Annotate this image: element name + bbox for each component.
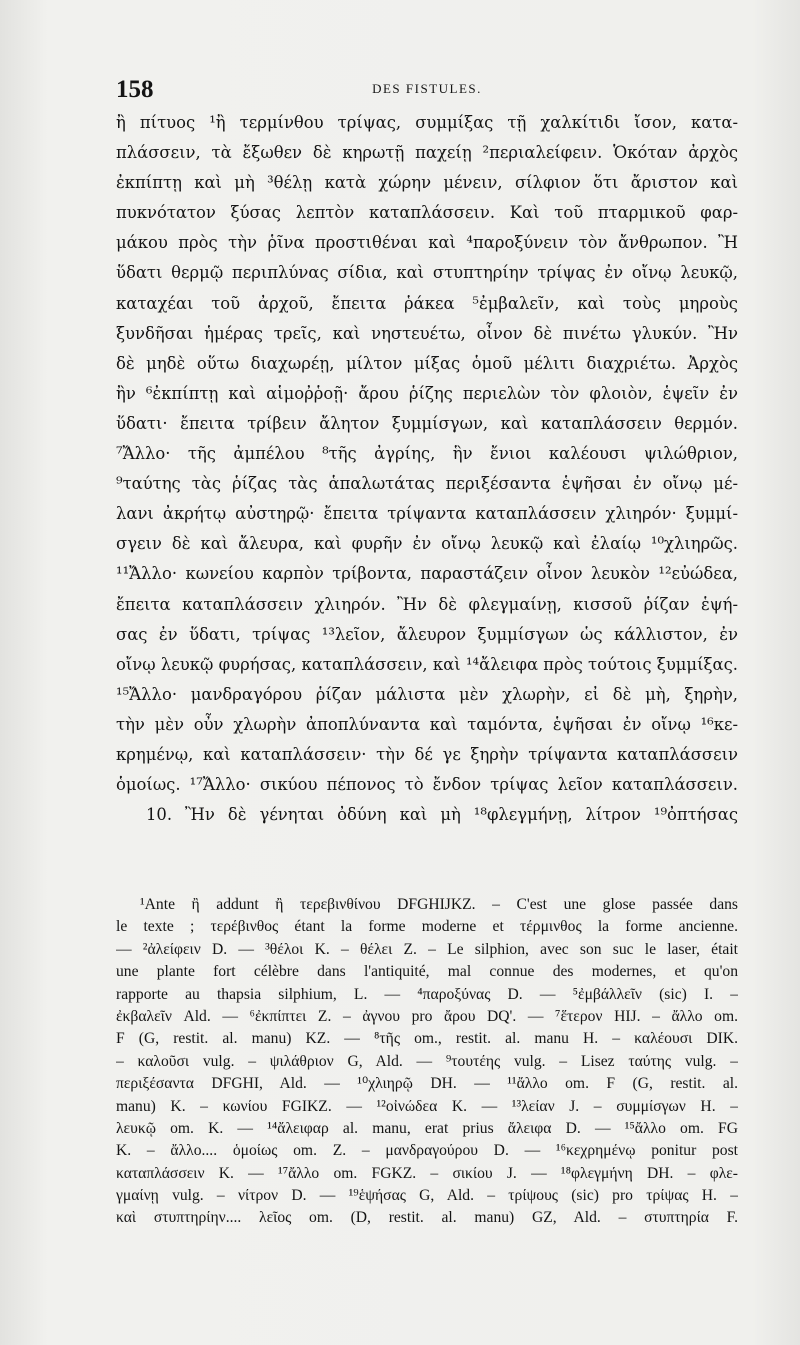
text-line: ⁷Ἄλλο· τῆς ἀμπέλου ⁸τῆς ἀγρίης, ἣν ἔνιοι καλέουσι ψιλώθριον, xyxy=(116,444,738,464)
footnote-line: — ²ἀλείφειν D. — ³θέλοι K. – θέλει Z. – Le silphion, avec son suc le laser, était xyxy=(116,940,738,958)
text-line: ὕδατι· ἔπειτα τρίβειν ἄλητον ξυμμίσγων, καὶ καταπλάσσειν θερμόν. xyxy=(116,413,738,433)
text-line: ἢ πίτυος ¹ἢ τερμίνθου τρίψας, συμμίξας τῇ χαλκίτιδι ἴσον, κατα- xyxy=(116,113,738,132)
footnote-line: γμαίνῃ vulg. – νίτρον D. — ¹⁹ἑψήσας G, Ald. – τρίψους (sic) pro τρίψας H. – xyxy=(116,1187,738,1205)
footnote-line: manu) K. – κωνίου FGIKZ. — ¹²οἰνώδεα K. — ¹³λείαν J. – συμμίσγων H. – xyxy=(116,1097,738,1115)
text-line: ὁμοίως. ¹⁷Ἄλλο· σικύου πέπονος τὸ ἔνδον τρίψας λεῖον καταπλάσσειν. xyxy=(116,775,738,795)
text-line: τὴν μὲν οὖν χλωρὴν ἀποπλύναντα καὶ ταμόντα, ἑψῆσαι ἐν οἴνῳ ¹⁶κε- xyxy=(116,714,738,734)
footnote-line: le texte ; τερέβινθος étant la forme moderne et τέρμινθος la forme ancienne. xyxy=(116,918,738,936)
text-line: μάκου πρὸς τὴν ῥῖνα προστιθέναι καὶ ⁴παροξύνειν τὸν ἄνθρωπον. Ἢ xyxy=(116,233,738,253)
footnote-line: περιξέσαντα DFGHI, Ald. — ¹⁰χλιηρῷ DH. — ¹¹ἄλλο om. F (G, restit. al. xyxy=(116,1075,738,1093)
footnote-line: ¹Ante ἢ addunt ἢ τερεβινθίνου DFGHIJKZ. – C'est une glose passée dans xyxy=(140,896,738,913)
text-line: δὲ μηδὲ οὕτω διαχωρέῃ, μίλτον μίξας ὁμοῦ μέλιτι διαχριέτω. Ἀρχὸς xyxy=(116,353,738,373)
main-text xyxy=(116,108,738,830)
text-line: ὕδατι θερμῷ περιπλύνας σίδια, καὶ στυπτηρίην τρίψας ἐν οἴνῳ λευκῷ, xyxy=(116,263,738,283)
text-line: πλάσσειν, τὰ ἔξωθεν δὲ κηρωτῇ παχείῃ ²περιαλείφειν. Ὁκόταν ἀρχὸς xyxy=(116,143,738,163)
footnote-line: rapporte au thapsia silphium, L. — ⁴παροξύνας D. — ⁵ἐμβάλλεῖν (sic) I. – xyxy=(116,985,738,1003)
section-10-line: 10. Ἢν δὲ γένηται ὀδύνη καὶ μὴ ¹⁸φλεγμήνῃ, λίτρον ¹⁹ὀπτήσας xyxy=(146,805,738,825)
text-line: λανι ἀκρήτῳ αὐστηρῷ· ἔπειτα τρίψαντα καταπλάσσειν χλιηρόν· ξυμμί- xyxy=(116,504,738,524)
text-line: ξυνδῆσαι ἡμέρας τρεῖς, καὶ νηστευέτω, οἶνον δὲ πινέτω γλυκύν. Ἢν xyxy=(116,323,738,343)
running-head: DES FISTULES. xyxy=(372,81,482,96)
text-line: ἢν ⁶ἐκπίπτῃ καὶ αἱμοῤῥοῇ· ἄρου ῥίζης περιελὼν τὸν φλοιὸν, ἑψεῖν ἐν xyxy=(116,383,738,403)
text-line: ἐκπίπτῃ καὶ μὴ ³θέλῃ κατὰ χώρην μένειν, σίλφιον ὅτι ἄριστον καὶ xyxy=(116,173,738,193)
footnote-line: F (G, restit. al. manu) KZ. — ⁸τῆς om., restit. al. manu H. – καλέουσι DIK. xyxy=(116,1030,738,1048)
page-header xyxy=(116,76,738,106)
footnote-line: λευκῷ om. K. — ¹⁴ἄλειφαρ al. manu, erat prius ἄλειφα D. — ¹⁵ἄλλο om. FG xyxy=(116,1119,738,1137)
text-line: οἴνῳ λευκῷ φυρήσας, καταπλάσσειν, καὶ ¹⁴ἄλειφα πρὸς τούτοις ξυμμίξας. xyxy=(116,654,738,674)
text-line: ¹⁵Ἄλλο· μανδραγόρου ῥίζαν μάλιστα μὲν χλωρὴν, εἰ δὲ μὴ, ξηρὴν, xyxy=(116,684,738,704)
text-line: ἔπειτα καταπλάσσειν χλιηρόν. Ἢν δὲ φλεγμαίνῃ, κισσοῦ ῥίζαν ἑψή- xyxy=(116,594,738,614)
text-line: ¹¹Ἄλλο· κωνείου καρπὸν τρίβοντα, παραστάζειν οἶνον λευκὸν ¹²εὐώδεα, xyxy=(116,564,738,584)
footnote-line: K. – ἄλλο.... ὁμοίως om. Z. – μανδραγούρου D. — ¹⁶κεχρημένῳ ponitur post xyxy=(116,1142,738,1160)
text-line: σγειν δὲ καὶ ἄλευρα, καὶ φυρῆν ἐν οἴνῳ λευκῷ καὶ ἐλαίῳ ¹⁰χλιηρῶς. xyxy=(116,534,738,554)
footnote-line: – καλοῦσι vulg. – ψιλάθριον G, Ald. — ⁹τουτέης vulg. – Lisez ταύτης vulg. – xyxy=(116,1052,738,1070)
text-line: σας ἐν ὕδατι, τρίψας ¹³λεῖον, ἄλευρον ξυμμίσγων ὡς κάλλιστον, ἐν xyxy=(116,624,738,644)
text-line: κρημένῳ, καὶ καταπλάσσειν· τὴν δέ γε ξηρὴν τρίψαντα καταπλάσσειν xyxy=(116,744,738,764)
footnotes xyxy=(116,894,738,1230)
page-number: 158 xyxy=(116,76,154,103)
footnote-line: καὶ στυπτηρίην.... λεῖος om. (D, restit. al. manu) GZ, Ald. – στυπτηρία F. xyxy=(116,1209,738,1227)
text-line: ⁹ταύτης τὰς ῥίζας τὰς ἁπαλωτάτας περιξέσαντα ἑψῆσαι ἐν οἴνῳ μέ- xyxy=(116,474,738,494)
footnote-line: ἐκβαλεῖν Ald. — ⁶ἐκπίπτει Z. – ἀγνου pro ἄρου DQ'. — ⁷ἕτερον HIJ. – ἄλλο om. xyxy=(116,1007,738,1025)
text-line: πυκνότατον ξύσας λεπτὸν καταπλάσσειν. Καὶ τοῦ πταρμικοῦ φαρ- xyxy=(116,203,738,223)
text-line: καταχέαι τοῦ ἀρχοῦ, ἔπειτα ῥάκεα ⁵ἐμβαλεῖν, καὶ τοὺς μηροὺς xyxy=(116,293,738,313)
footnote-line: καταπλάσσειν K. — ¹⁷ἄλλο om. FGKZ. – σικίου J. — ¹⁸φλεγμήνη DH. – φλε- xyxy=(116,1164,738,1182)
footnote-line: une plante fort célèbre dans l'antiquité, mal connue des modernes, et qu'on xyxy=(116,963,738,981)
